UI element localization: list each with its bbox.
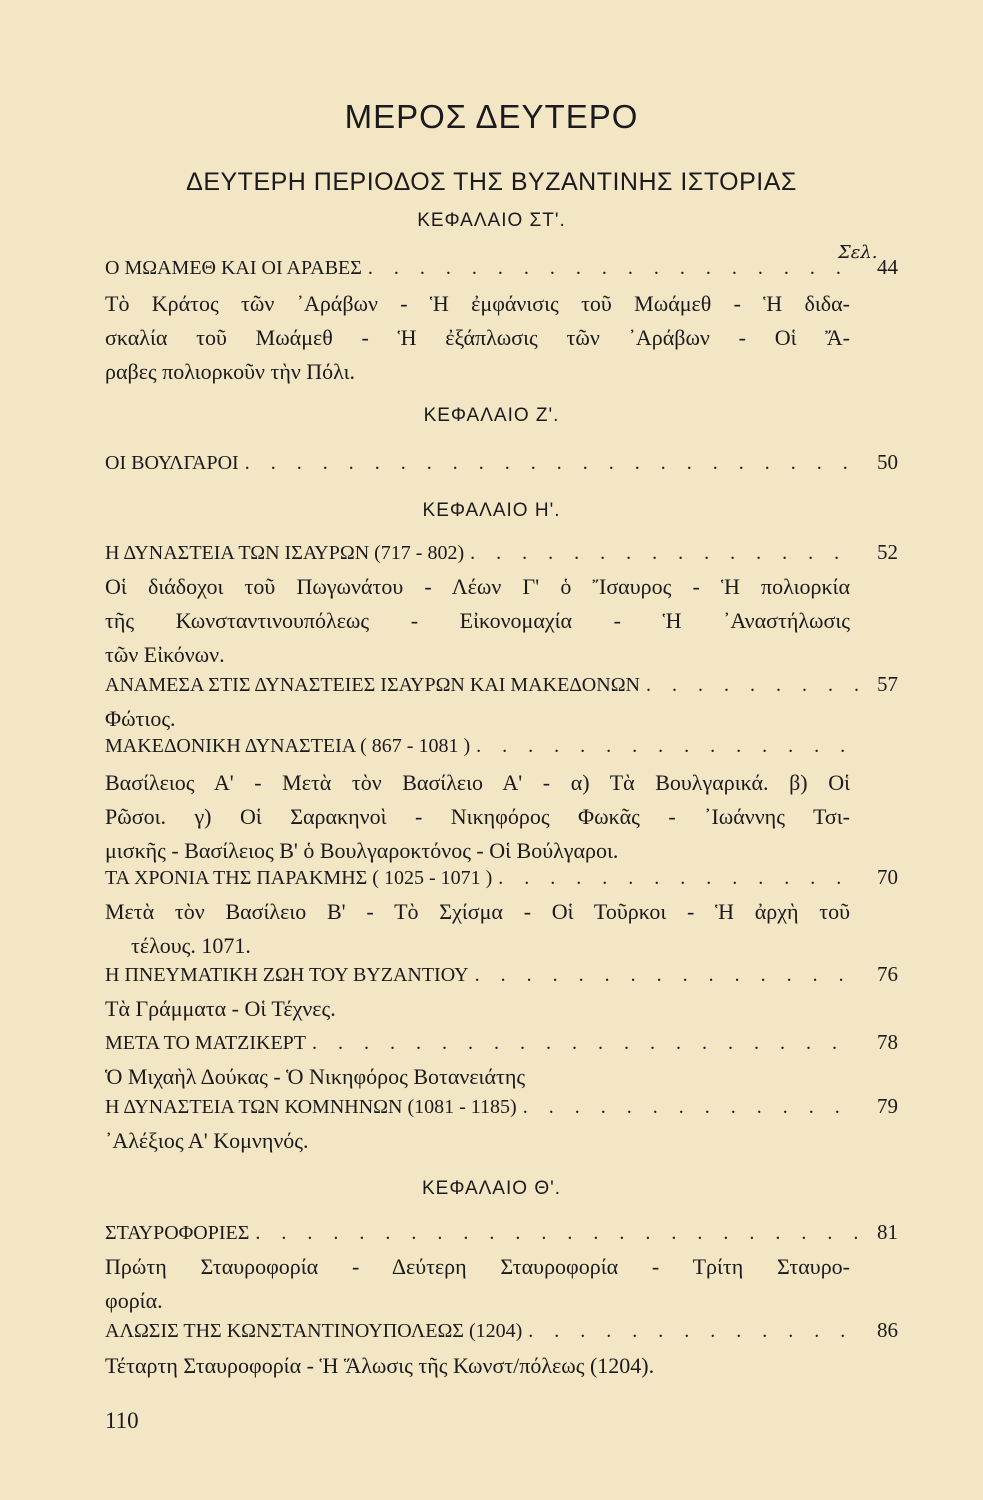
description-line: Τὰ Γράμματα - Οἱ Τέχνες.: [105, 996, 336, 1021]
chapter-heading: ΚΕΦΑΛΑΙΟ Θ'.: [421, 1178, 562, 1199]
description-line: Ρῶσοι. γ) Οἱ Σαρακηνοὶ - Νικηφόρος Φωκᾶς - ᾿Ιωάννης Τσι-: [105, 804, 850, 829]
entry-title: Η ΔΥΝΑΣΤΕΙΑ ΤΩΝ ΙΣΑΥΡΩΝ (717 - 802): [105, 542, 465, 564]
leader-dots: [239, 452, 858, 475]
toc-entry: [105, 1318, 898, 1348]
entry-page: 78: [877, 1030, 898, 1054]
description-line: μισκῆς - Βασίλειος Β' ὁ Βουλγαροκτόνος - Οἱ Βούλγαροι.: [105, 838, 619, 863]
leader-dots: [469, 964, 858, 987]
toc-entry: [105, 672, 898, 702]
description-line: Μετὰ τὸν Βασίλειο Β' - Τὸ Σχίσμα - Οἱ Τοῦρκοι - Ἡ ἀρχὴ τοῦ: [105, 899, 850, 924]
entry-title: ΜΕΤΑ ΤΟ ΜΑΤΖΙΚΕΡΤ: [105, 1032, 307, 1054]
entry-title: Ο ΜΩΑΜΕΘ ΚΑΙ ΟΙ ΑΡΑΒΕΣ: [105, 257, 362, 279]
entry-title: ΤΑ ΧΡΟΝΙΑ ΤΗΣ ΠΑΡΑΚΜΗΣ ( 1025 - 1071 ): [105, 867, 493, 889]
leader-dots: [306, 1032, 858, 1055]
entry-page: 52: [877, 540, 898, 564]
description-line: Οἱ διάδοχοι τοῦ Πωγωνάτου - Λέων Γ' ὁ Ἴσαυρος - Ἡ πολιορκία: [105, 574, 850, 599]
entry-page: 79: [877, 1094, 898, 1118]
toc-entry: [105, 1094, 898, 1124]
entry-description: [105, 1250, 850, 1318]
entry-description: [105, 287, 850, 389]
toc-entry: [105, 450, 898, 480]
entry-description: [105, 1349, 850, 1383]
entry-description: [105, 895, 850, 963]
leader-dots: [517, 1096, 858, 1119]
leader-dots: [492, 867, 858, 890]
description-line: τῶν Εἰκόνων.: [105, 642, 225, 667]
chapter-heading: ΚΕΦΑΛΑΙΟ Η'.: [422, 500, 561, 521]
leader-dots: [464, 542, 858, 565]
chapter-heading: ΚΕΦΑΛΑΙΟ ΣΤ'.: [417, 210, 566, 231]
entry-page: 70: [877, 865, 898, 889]
entry-title: ΜΑΚΕΔΟΝΙΚΗ ΔΥΝΑΣΤΕΙΑ ( 867 - 1081 ): [105, 735, 471, 757]
description-line: Φώτιος.: [105, 706, 176, 731]
description-line: Ὁ Μιχαὴλ Δούκας - Ὁ Νικηφόρος Βοτανειάτης: [105, 1064, 526, 1089]
toc-entry: [105, 865, 898, 895]
toc-entry: [105, 735, 898, 765]
leader-dots: [470, 735, 858, 758]
entry-description: [105, 1124, 850, 1158]
entry-page: 50: [877, 450, 898, 474]
entry-description: [105, 702, 850, 736]
page-column-label: Σελ.: [838, 242, 878, 263]
description-line: φορία.: [105, 1288, 163, 1313]
description-line: σκαλία τοῦ Μωάμεθ - Ἡ ἐξάπλωσις τῶν ᾿Αράβων - Οἱ Ἄ-: [105, 325, 850, 350]
leader-dots: [362, 257, 858, 280]
description-line: τῆς Κωνσταντινουπόλεως - Εἰκονομαχία - Ἡ ᾿Αναστήλωσις: [105, 608, 850, 633]
chapter-heading: ΚΕΦΑΛΑΙΟ Ζ'.: [423, 405, 560, 426]
toc-entry: [105, 962, 898, 992]
entry-title: Η ΠΝΕΥΜΑΤΙΚΗ ΖΩΗ ΤΟΥ ΒΥΖΑΝΤΙΟΥ: [105, 964, 469, 986]
page-number: 110: [105, 1408, 139, 1433]
toc-entry: [105, 1030, 898, 1060]
entry-page: 57: [877, 672, 898, 696]
entry-title: Η ΔΥΝΑΣΤΕΙΑ ΤΩΝ ΚΟΜΝΗΝΩΝ (1081 - 1185): [105, 1096, 517, 1118]
entry-title: ΣΤΑΥΡΟΦΟΡΙΕΣ: [105, 1222, 250, 1244]
part-title: ΜΕΡΟΣ ΔΕΥΤΕΡΟ: [344, 98, 639, 135]
entry-page: 76: [877, 962, 898, 986]
toc-entry: [105, 1220, 898, 1250]
description-line: Τὸ Κράτος τῶν ᾿Αράβων - Ἡ ἐμφάνισις τοῦ Μωάμεθ - Ἡ διδα-: [105, 291, 850, 316]
toc-entry: [105, 255, 898, 285]
description-line: ραβες πολιορκοῦν τὴν Πόλι.: [105, 359, 355, 384]
entry-title: ΑΛΩΣΙΣ ΤΗΣ ΚΩΝΣΤΑΝΤΙΝΟΥΠΟΛΕΩΣ (1204): [105, 1320, 523, 1342]
description-line: ᾿Αλέξιος Α' Κομνηνός.: [105, 1128, 309, 1153]
entry-description: [105, 1060, 850, 1094]
entry-description: [105, 992, 850, 1026]
description-line: τέλους. 1071.: [131, 933, 251, 958]
leader-dots: [522, 1320, 858, 1343]
entry-description: [105, 570, 850, 672]
toc-entry: [105, 540, 898, 570]
entry-title: ΟΙ ΒΟΥΛΓΑΡΟΙ: [105, 452, 239, 474]
leader-dots: [249, 1222, 858, 1245]
entry-page: 44: [877, 255, 898, 279]
entry-page: 81: [877, 1220, 898, 1244]
entry-title: ΑΝΑΜΕΣΑ ΣΤΙΣ ΔΥΝΑΣΤΕΙΕΣ ΙΣΑΥΡΩΝ ΚΑΙ ΜΑΚΕΔΟΝΩΝ: [105, 674, 640, 696]
period-title: ΔΕΥΤΕΡΗ ΠΕΡΙΟΔΟΣ ΤΗΣ ΒΥΖΑΝΤΙΝΗΣ ΙΣΤΟΡΙΑΣ: [186, 168, 797, 196]
description-line: Τέταρτη Σταυροφορία - Ἡ Ἅλωσις τῆς Κωνστ/πόλεως (1204).: [105, 1353, 655, 1378]
description-line: Βασίλειος Α' - Μετὰ τὸν Βασίλειο Α' - α) Τὰ Βουλγαρικά. β) Οἱ: [105, 770, 850, 795]
description-line: Πρώτη Σταυροφορία - Δεύτερη Σταυροφορία - Τρίτη Σταυρο-: [105, 1254, 850, 1279]
entry-description: [105, 766, 850, 868]
entry-page: 86: [877, 1318, 898, 1342]
leader-dots: [640, 674, 858, 697]
